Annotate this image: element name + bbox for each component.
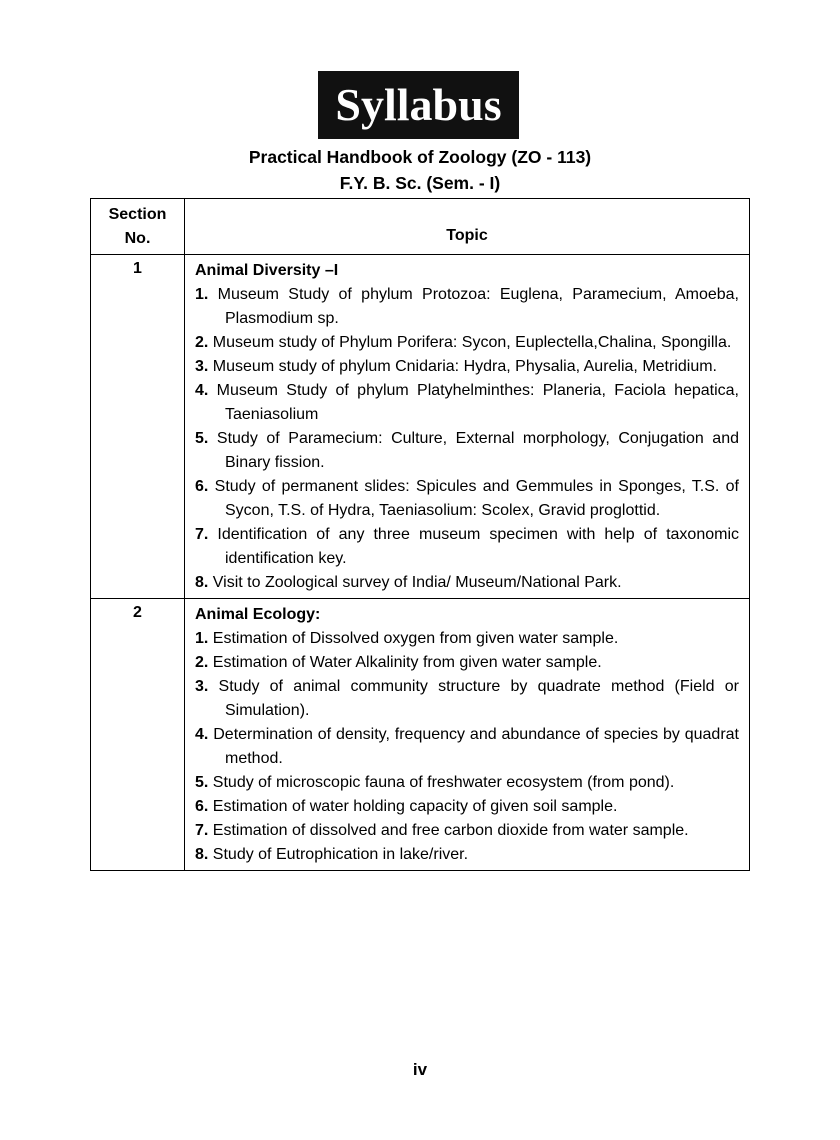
list-item <box>195 475 739 523</box>
item-text: Estimation of Water Alkalinity from given water sample. <box>212 654 602 671</box>
section-number: 1 <box>91 255 185 599</box>
item-number: 6. <box>195 798 209 815</box>
section-title: Animal Ecology: <box>195 606 321 623</box>
item-text: Museum study of Phylum Porifera: Sycon, Euplectella,Chalina, Spongilla. <box>212 334 732 351</box>
list-item <box>195 843 739 867</box>
item-text: Study of microscopic fauna of freshwater ecosystem (from pond). <box>212 774 675 791</box>
item-text: Visit to Zoological survey of India/ Museum/National Park. <box>212 574 622 591</box>
item-text: Museum Study of phylum Protozoa: Euglena, Paramecium, Amoeba, Plasmodium sp. <box>217 286 740 327</box>
item-number: 1. <box>195 286 209 303</box>
list-item <box>195 723 739 771</box>
list-item <box>195 523 739 571</box>
item-number: 8. <box>195 574 209 591</box>
page-number: iv <box>412 1060 428 1079</box>
item-text: Study of permanent slides: Spicules and Gemmules in Sponges, T.S. of Sycon, T.S. of Hydra, Taeniasolium: Scolex, Gravid proglottid. <box>214 478 739 519</box>
item-number: 1. <box>195 630 209 647</box>
list-item <box>195 795 739 819</box>
list-item <box>195 819 739 843</box>
item-text: Museum study of phylum Cnidaria: Hydra, Physalia, Aurelia, Metridium. <box>212 358 717 375</box>
item-number: 8. <box>195 846 209 863</box>
item-text: Estimation of water holding capacity of given soil sample. <box>212 798 618 815</box>
item-number: 6. <box>195 478 209 495</box>
table-row <box>91 255 750 599</box>
item-text: Study of Paramecium: Culture, External morphology, Conjugation and Binary fission. <box>216 430 739 471</box>
item-text: Museum Study of phylum Platyhelminthes: Planeria, Faciola hepatica, Taeniasolium <box>216 382 740 423</box>
item-number: 7. <box>195 822 209 839</box>
section-title: Animal Diversity –I <box>195 262 339 279</box>
item-text: Estimation of dissolved and free carbon dioxide from water sample. <box>212 822 689 839</box>
section-no-header <box>91 199 185 255</box>
list-item <box>195 379 739 427</box>
handbook-title: Practical Handbook of Zoology (ZO - 113) <box>248 147 592 167</box>
item-number: 2. <box>195 654 209 671</box>
list-item <box>195 675 739 723</box>
list-item <box>195 627 739 651</box>
list-item <box>195 651 739 675</box>
item-text: Study of Eutrophication in lake/river. <box>212 846 469 863</box>
table-row <box>91 599 750 871</box>
list-item <box>195 771 739 795</box>
list-item <box>195 283 739 331</box>
item-number: 2. <box>195 334 209 351</box>
item-number: 5. <box>195 430 209 447</box>
list-item <box>195 355 739 379</box>
section-header-line2: No. <box>124 229 151 247</box>
syllabus-banner: Syllabus <box>318 71 519 139</box>
list-item <box>195 331 739 355</box>
syllabus-table <box>90 198 750 871</box>
item-number: 3. <box>195 358 209 375</box>
item-text: Estimation of Dissolved oxygen from given water sample. <box>212 630 619 647</box>
item-text: Identification of any three museum specimen with help of taxonomic identification key. <box>217 526 739 567</box>
topic-cell <box>185 255 750 599</box>
section-number: 2 <box>91 599 185 871</box>
item-number: 3. <box>195 678 209 695</box>
section-header-line1: Section <box>108 205 167 223</box>
list-item <box>195 571 739 595</box>
list-item <box>195 427 739 475</box>
item-number: 4. <box>195 726 209 743</box>
class-semester-title: F.Y. B. Sc. (Sem. - I) <box>339 173 501 193</box>
item-text: Study of animal community structure by quadrate method (Field or Simulation). <box>218 678 739 719</box>
item-number: 7. <box>195 526 209 543</box>
item-number: 4. <box>195 382 209 399</box>
item-text: Determination of density, frequency and abundance of species by quadrat method. <box>213 726 739 767</box>
topic-header: Topic <box>185 199 750 255</box>
topic-cell <box>185 599 750 871</box>
table-header-row <box>91 199 750 255</box>
item-number: 5. <box>195 774 209 791</box>
